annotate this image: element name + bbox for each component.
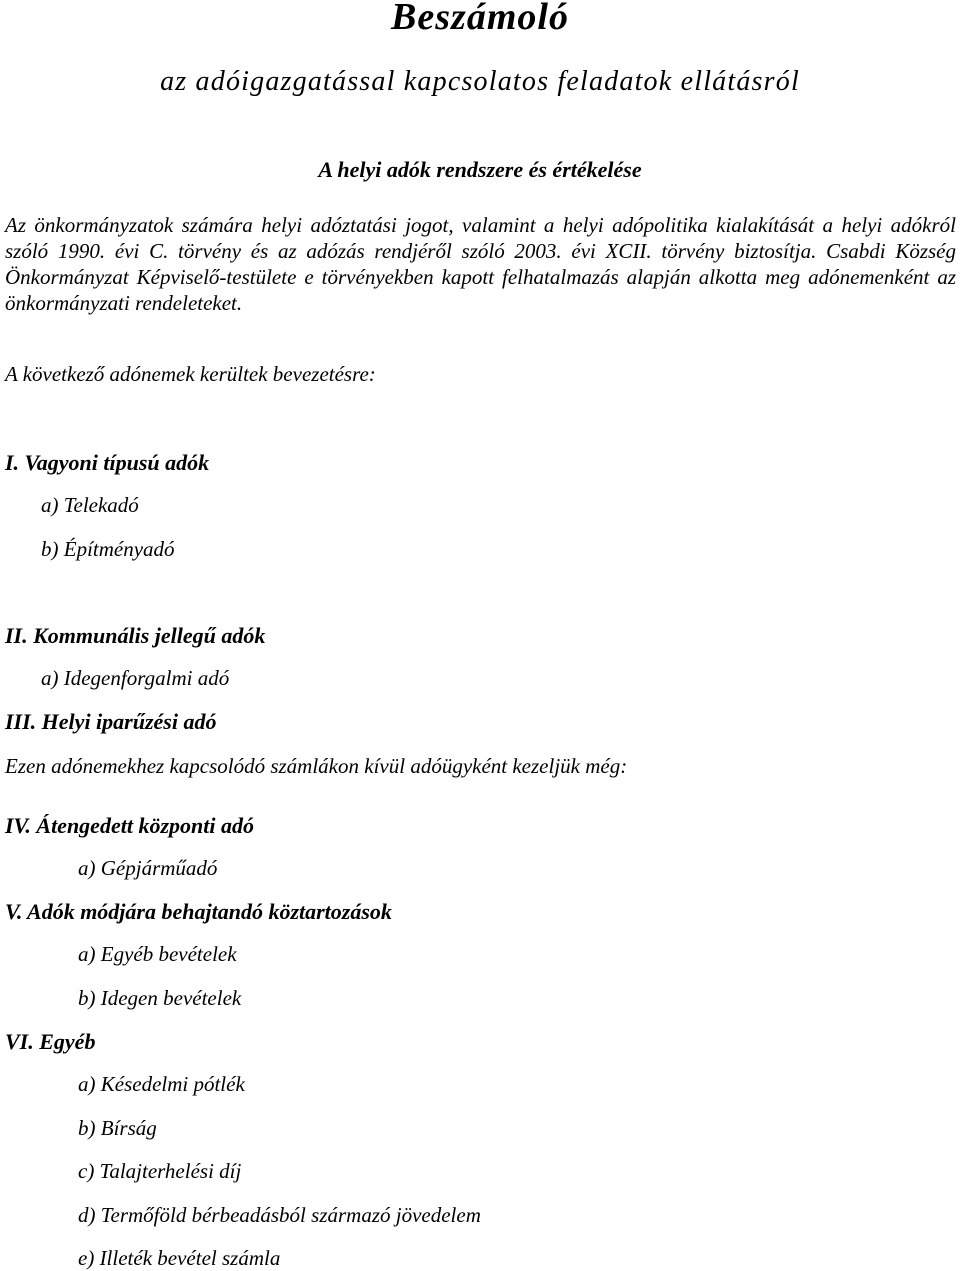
section-heading: A helyi adók rendszere és értékelése	[318, 157, 642, 182]
section-6-title: VI. Egyéb	[5, 1029, 96, 1054]
list-item: b) Idegen bevételek	[78, 986, 242, 1010]
list-item: a) Telekadó	[41, 493, 139, 517]
list-item: b) Bírság	[78, 1116, 157, 1140]
document-subtitle: az adóigazgatással kapcsolatos feladatok ellátásról	[160, 66, 800, 97]
section-4-title: IV. Átengedett központi adó	[5, 813, 254, 838]
list-item: a) Idegenforgalmi adó	[41, 666, 230, 690]
tax-types-intro: A következő adónemek kerültek bevezetésre:	[5, 362, 376, 386]
list-item: e) Illeték bevétel számla	[78, 1246, 281, 1270]
list-item: a) Egyéb bevételek	[78, 942, 237, 966]
list-item: a) Késedelmi pótlék	[78, 1072, 245, 1096]
intro-paragraph: Az önkormányzatok számára helyi adóztatási jogot, valamint a helyi adópolitika kialakítását a helyi adókról szóló 1990. évi C. törvény és az adózás rendjéről szóló 2003. évi XCII. törvény biztosítja. Csabdi Község Önkormányzat Képviselő-testülete e törvényekben kapott felhatalmazás alapján alkotta meg adónemenként az önkormányzati rendeleteket.	[5, 213, 956, 315]
list-item: b) Építményadó	[41, 537, 175, 561]
section-1-title: I. Vagyoni típusú adók	[5, 450, 210, 475]
list-item: d) Termőföld bérbeadásból származó jövedelem	[78, 1203, 481, 1227]
section-2-title: II. Kommunális jellegű adók	[5, 623, 266, 648]
section-5-title: V. Adók módjára behajtandó köztartozások	[5, 899, 392, 924]
additional-note: Ezen adónemekhez kapcsolódó számlákon kívül adóügyként kezeljük még:	[5, 754, 628, 778]
document-title: Beszámoló	[391, 0, 569, 38]
list-item: a) Gépjárműadó	[78, 856, 218, 880]
list-item: c) Talajterhelési díj	[78, 1159, 242, 1183]
section-3-title: III. Helyi iparűzési adó	[5, 709, 217, 734]
